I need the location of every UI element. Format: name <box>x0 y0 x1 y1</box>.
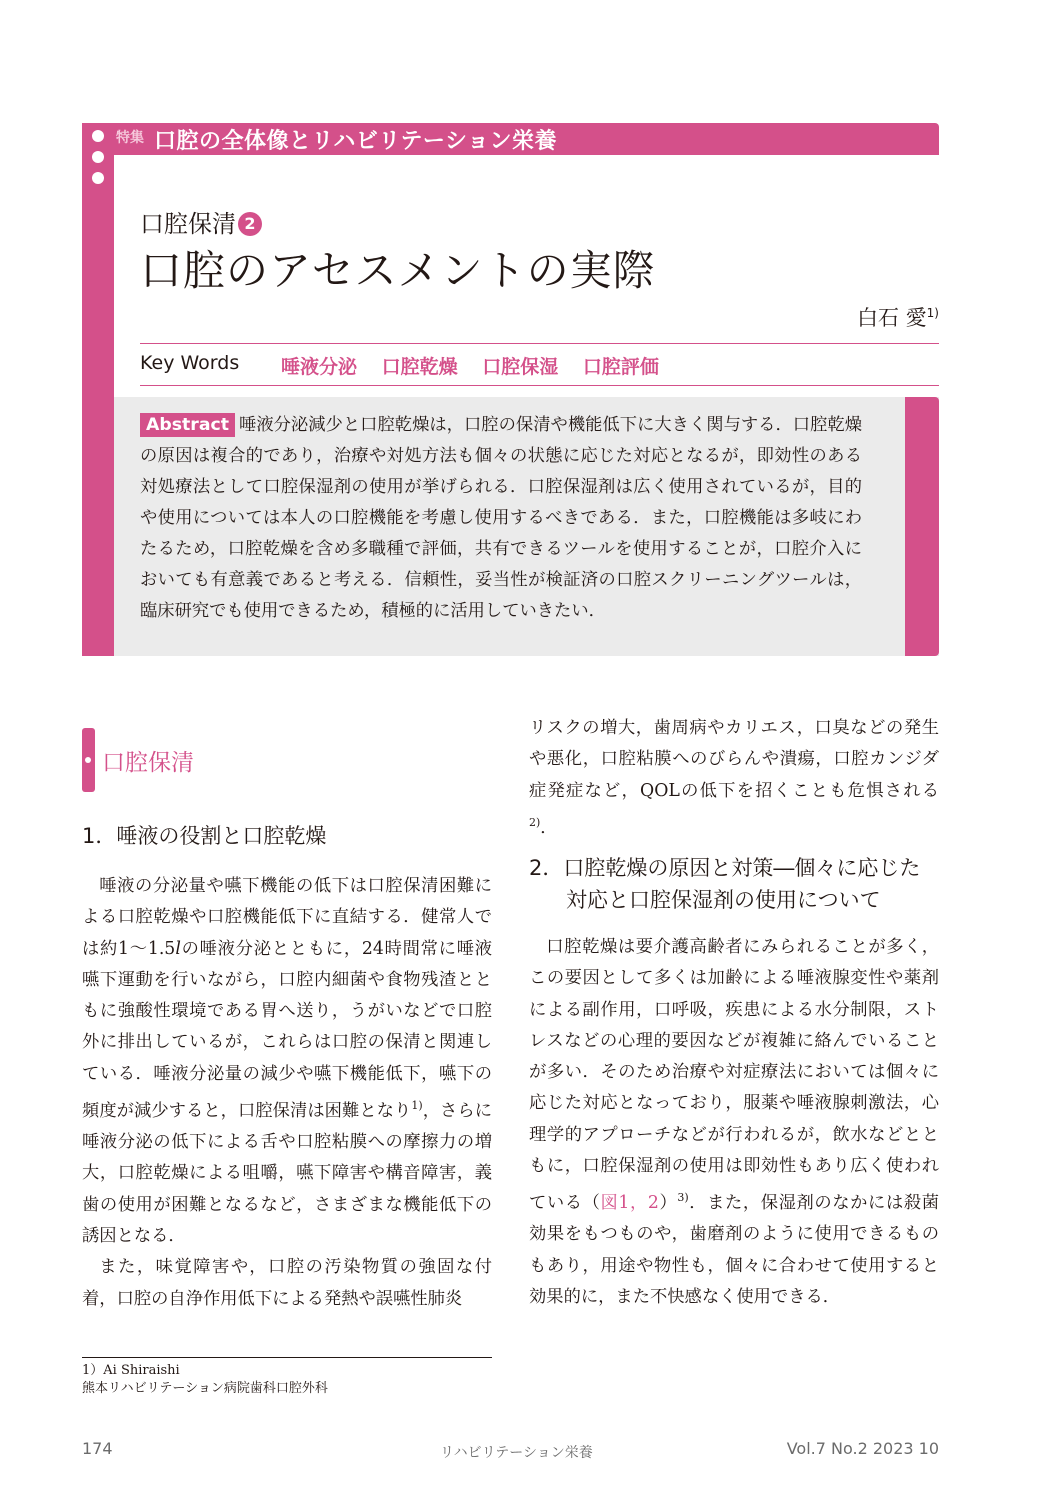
text-run: ．また，保湿剤のなかには殺菌効果をもつものや，歯磨剤のように使用できるものもあり，用途や物性も，個々に合わせて使用すると効果的に，また不快感なく使用できる． <box>529 1193 939 1308</box>
text-run: リスクの増大，歯周病やカリエス，口臭などの発生や悪化，口腔粘膜へのびらんや潰瘍，口腔カンジダ症発症など，QOLの低下を招くことも危惧される <box>529 718 939 801</box>
right-column-text <box>529 932 939 1313</box>
footnote-rule <box>82 1357 492 1358</box>
abstract-badge: Abstract <box>140 413 235 437</box>
feature-tag: 特集 <box>116 130 144 146</box>
keyword: 口腔保湿 <box>482 356 559 378</box>
section-heading <box>82 728 382 792</box>
citation-mark: 3) <box>677 1191 689 1205</box>
subsection-1-title: 1．唾液の役割と口腔乾燥 <box>82 824 327 848</box>
citation-mark: 1) <box>411 1099 423 1113</box>
unit-liter: l <box>175 938 181 959</box>
text-run: ，さらに唾液分泌の低下による舌や口腔粘膜への摩擦力の増大，口腔乾燥による咀嚼，嚥下障害や構音障害，義歯の使用が困難となるなど，さまざまな機能低下の誘因となる． <box>82 1100 492 1247</box>
abstract-accent-strip <box>905 397 939 656</box>
right-column-continuation <box>529 713 939 844</box>
divider <box>140 385 939 386</box>
left-column-text <box>82 871 492 1315</box>
keywords-label: Key Words <box>140 352 240 374</box>
feature-title: 口腔の全体像とリハビリテーション栄養 <box>154 129 558 154</box>
keyword: 口腔乾燥 <box>381 356 458 378</box>
divider <box>140 343 939 344</box>
subsection-2-title-line1: 2．口腔乾燥の原因と対策―個々に応じた <box>529 856 921 880</box>
paragraph <box>529 932 939 1313</box>
text-run: ） <box>658 1193 678 1214</box>
decor-dot <box>92 151 104 163</box>
footnote-affiliation: 熊本リハビリテーション病院歯科口腔外科 <box>82 1381 328 1396</box>
footnote-author: 1）Ai Shiraishi <box>82 1363 180 1378</box>
paragraph: また，味覚障害や，口腔の汚染物質の強固な付着，口腔の自浄作用低下による発熱や誤嚥性肺炎 <box>82 1257 492 1309</box>
keywords-list <box>281 352 677 379</box>
keyword: 口腔評価 <box>582 356 659 378</box>
side-accent-bar <box>82 123 114 656</box>
feature-header-bar <box>82 123 939 155</box>
journal-name: リハビリテーション栄養 <box>440 1445 593 1461</box>
citation-mark: 2) <box>529 815 541 829</box>
section-title: 口腔保清 <box>102 750 194 776</box>
author <box>857 302 939 332</box>
volume-info: Vol.7 No.2 2023 10 <box>786 1439 939 1458</box>
text-run: ． <box>540 817 558 838</box>
author-name: 白石 愛 <box>856 306 927 330</box>
figure-reference-link[interactable]: 図1，2 <box>600 1193 659 1214</box>
paragraph <box>529 713 939 844</box>
author-affiliation-mark: 1) <box>926 306 939 320</box>
article-title: 口腔のアセスメントの実際 <box>140 246 656 295</box>
keyword: 唾液分泌 <box>281 356 358 378</box>
subsection-2-title-line2: 対応と口腔保湿剤の使用について <box>566 888 881 912</box>
paragraph <box>82 871 492 1252</box>
page-number: 174 <box>82 1439 113 1458</box>
section-dot <box>85 757 91 763</box>
text-run: 唾液の分泌量や嚥下機能の低下は口腔保清困難による口腔乾燥や口腔機能低下に直結する．健常人では約1～1.5 <box>82 876 492 959</box>
series-name: 口腔保清 <box>140 210 236 238</box>
decor-dot <box>92 172 104 184</box>
decor-dot <box>92 130 104 142</box>
footnote <box>82 1362 328 1398</box>
series-number-badge: 2 <box>238 212 262 236</box>
series-label <box>140 204 262 239</box>
text-run: 口腔乾燥は要介護高齢者にみられることが多く，この要因として多くは加齢による唾液腺変性や薬剤による副作用，口呼吸，疾患による水分制限，ストレスなどの心理的要因などが複雑に絡んでいることが多い．そのため治療や対症療法においては個々に応じた対応となっており，服薬や唾液腺刺激法，心理学的アプローチなどが行われるが，飲水などとともに，口腔保湿剤の使用は即効性もあり広く使われている（ <box>529 937 939 1214</box>
abstract-body: 唾液分泌減少と口腔乾燥は，口腔の保清や機能低下に大きく関与する．口腔乾燥の原因は複合的であり，治療や対処方法も個々の状態に応じた対応となるが，即効性のある対処療法として口腔保湿剤の使用が挙げられる．口腔保湿剤は広く使用されているが，目的や使用については本人の口腔機能を考慮し使用するべきである．また，口腔機能は多岐にわたるため，口腔乾燥を含め多職種で評価，共有できるツールを使用することが，口腔介入においても有意義であると考える．信頼性，妥当性が検証済の口腔スクリーニングツールは，臨床研究でも使用できるため，積極的に活用していきたい． <box>140 415 862 621</box>
text-run: の唾液分泌とともに，24時間常に唾液嚥下運動を行いながら，口腔内細菌や食物残渣とともに強酸性環境である胃へ送り，うがいなどで口腔外に排出しているが，これらは口腔の保清と関連している．唾液分泌量の減少や嚥下機能低下，嚥下の頻度が減少すると，口腔保清は困難となり <box>82 938 492 1121</box>
abstract-text <box>140 410 862 627</box>
